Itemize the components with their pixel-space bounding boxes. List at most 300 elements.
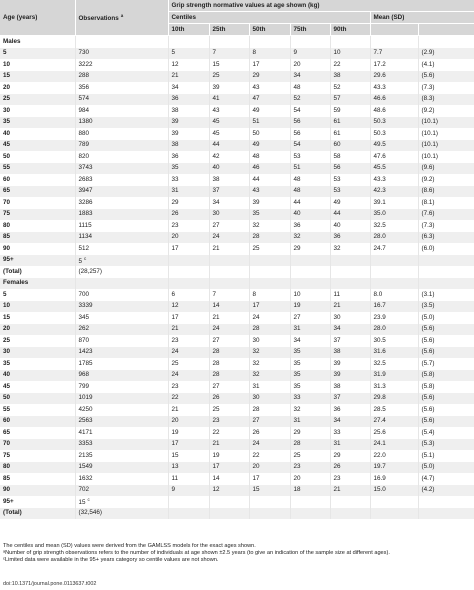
cell-p10-text: 34 [171,83,179,91]
cell-sd-text: (10.1) [421,118,438,126]
cell-p50 [249,94,290,106]
cell-obs [75,347,168,359]
cell-p25-text: 15 [212,60,220,68]
header-age: Age (years) [0,0,75,36]
cell-age [0,416,75,428]
cell-p25-text: 12 [212,486,220,494]
cell-p25-text: 44 [212,141,220,149]
cell-obs-text: 356 [78,83,90,91]
cell-p25 [209,82,249,94]
cell-mean [370,220,418,232]
cell-p10-text: 36 [171,152,179,160]
footnote-mark: c [87,497,90,503]
cell-p75 [290,48,330,60]
cell-p25-text: 40 [212,164,220,172]
cell-p10 [168,335,209,347]
cell-p75-text: 40 [293,210,301,218]
header-mean-blank-a [370,24,418,36]
cell-p25-text: 45 [212,129,220,137]
cell-p75-text: 20 [293,60,301,68]
empty-cell [290,278,330,290]
table-row [0,347,474,359]
cell-p75 [290,128,330,140]
cell-p75-text: 31 [293,417,301,425]
cell-mean [370,209,418,221]
cell-p90-text: 37 [333,336,341,344]
cell-p50 [249,140,290,152]
cell-obs [75,266,168,278]
cell-age-text: 65 [3,187,11,195]
cell-p10-text: 21 [171,405,179,413]
cell-obs [75,358,168,370]
cell-p75 [290,393,330,405]
empty-cell [249,278,290,290]
cell-mean [370,324,418,336]
cell-age-text: 45 [3,141,11,149]
cell-p75 [290,335,330,347]
cell-mean-text: 32.5 [373,221,386,229]
cell-p25-text: 45 [212,118,220,126]
table-row [0,243,474,255]
cell-obs [75,117,168,129]
cell-sd-text: (5.6) [421,394,435,402]
cell-p75 [290,197,330,209]
cell-age [0,404,75,416]
cell-sd [418,220,474,232]
cell-p50-text: 22 [252,451,260,459]
cell-p25-text: 28 [212,348,220,356]
table-row [0,59,474,71]
cell-p75 [290,416,330,428]
cell-p10 [168,71,209,83]
cell-sd [418,82,474,94]
cell-obs-text: 574 [78,95,90,103]
cell-mean-text: 30.5 [373,336,386,344]
cell-p90-text: 36 [333,405,341,413]
footnotes [3,543,473,565]
cell-age [0,508,75,520]
cell-p90 [330,266,370,278]
cell-mean [370,128,418,140]
cell-mean-text: 43.3 [373,83,386,91]
cell-p75-text: 19 [293,302,301,310]
cell-sd [418,266,474,278]
cell-sd-text: (6.3) [421,233,435,241]
cell-obs [75,186,168,198]
table-row [0,140,474,152]
cell-p25-text: 30 [212,210,220,218]
cell-p50 [249,82,290,94]
cell-p25 [209,347,249,359]
cell-p90 [330,485,370,497]
cell-age-text: 50 [3,152,11,160]
footnote-line: The centiles and mean (SD) values were derived from the GAMLSS models for the exact ages shown. [3,543,256,549]
empty-cell [418,278,474,290]
empty-cell [168,278,209,290]
cell-p25 [209,94,249,106]
cell-p25-text: 22 [212,428,220,436]
cell-p10-text: 29 [171,198,179,206]
cell-p25 [209,266,249,278]
cell-mean [370,255,418,267]
cell-p10 [168,174,209,186]
cell-p50-text: 30 [252,336,260,344]
header-group: Grip strength normative values at age shown (kg) [168,0,474,12]
cell-p10-text: 33 [171,175,179,183]
cell-obs-text: 789 [78,141,90,149]
table-row [0,358,474,370]
cell-sd [418,450,474,462]
cell-age-text: 10 [3,60,11,68]
cell-obs [75,105,168,117]
cell-obs-text: 1785 [78,359,93,367]
cell-p50 [249,255,290,267]
cell-p50-text: 43 [252,83,260,91]
cell-p10 [168,416,209,428]
cell-p75 [290,473,330,485]
cell-p25 [209,255,249,267]
cell-sd [418,255,474,267]
cell-obs [75,312,168,324]
cell-p90-text: 22 [333,60,341,68]
cell-obs-text: 820 [78,152,90,160]
cell-p75-text: 25 [293,451,301,459]
cell-p10 [168,370,209,382]
cell-p10 [168,243,209,255]
table-row [0,266,474,278]
cell-p50 [249,508,290,520]
cell-sd-text: (10.1) [421,129,438,137]
cell-mean [370,289,418,301]
table-row [0,94,474,106]
cell-sd-text: (7.6) [421,210,435,218]
cell-p10 [168,347,209,359]
cell-sd [418,485,474,497]
cell-p10 [168,439,209,451]
cell-age [0,117,75,129]
cell-p25-text: 25 [212,405,220,413]
cell-p90-text: 57 [333,95,341,103]
cell-mean-text: 17.2 [373,60,386,68]
cell-sd [418,209,474,221]
section-row [0,36,474,48]
cell-p75-text: 35 [293,359,301,367]
cell-obs [75,94,168,106]
cell-p50 [249,439,290,451]
cell-p10 [168,427,209,439]
cell-p10-text: 6 [171,290,176,298]
cell-p75-text: 32 [293,405,301,413]
header-p50: 50th [249,24,290,36]
cell-p90 [330,335,370,347]
cell-mean [370,105,418,117]
cell-p50-text: 26 [252,428,260,436]
cell-sd-text: (5.8) [421,371,435,379]
cell-mean-text: 24.7 [373,244,386,252]
cell-mean-text: 29.8 [373,394,386,402]
cell-p90 [330,462,370,474]
cell-age-text: 90 [3,244,11,252]
cell-obs-text: 984 [78,106,90,114]
cell-sd [418,347,474,359]
cell-mean-text: 15.0 [373,486,386,494]
cell-sd-text: (5.7) [421,359,435,367]
table-row [0,220,474,232]
cell-age-text: 15 [3,72,11,80]
empty-cell [209,36,249,48]
cell-mean [370,335,418,347]
cell-obs-text: 1423 [78,348,93,356]
cell-p10-text: 13 [171,463,179,471]
cell-p90 [330,508,370,520]
cell-p10-text: 39 [171,129,179,137]
cell-p90-text: 53 [333,187,341,195]
cell-p50 [249,59,290,71]
cell-p90-text: 61 [333,118,341,126]
cell-p50 [249,209,290,221]
cell-p90-text: 53 [333,175,341,183]
cell-p50-text: 15 [252,486,260,494]
cell-p75-text: 34 [293,72,301,80]
cell-sd-text: (5.1) [421,451,435,459]
cell-p90 [330,59,370,71]
cell-p90-text: 38 [333,72,341,80]
cell-obs-text: 512 [78,244,90,252]
cell-age [0,266,75,278]
cell-p25 [209,232,249,244]
cell-age-text: 40 [3,371,11,379]
cell-obs [75,335,168,347]
cell-p25 [209,243,249,255]
cell-age [0,243,75,255]
cell-p25-text: 19 [212,451,220,459]
cell-p75 [290,324,330,336]
cell-p50-text: 17 [252,474,260,482]
cell-p25 [209,370,249,382]
table-row [0,439,474,451]
cell-sd [418,427,474,439]
cell-mean [370,347,418,359]
cell-p90-text: 34 [333,417,341,425]
cell-age-text: 5 [3,290,7,298]
cell-p75 [290,255,330,267]
cell-p25-text: 28 [212,359,220,367]
cell-sd-text: (3.5) [421,302,435,310]
cell-p50 [249,473,290,485]
cell-obs [75,473,168,485]
cell-mean [370,151,418,163]
table-row [0,473,474,485]
cell-p10 [168,381,209,393]
cell-p50 [249,197,290,209]
cell-p10-text: 19 [171,428,179,436]
cell-p50 [249,335,290,347]
cell-p90 [330,128,370,140]
cell-p25 [209,439,249,451]
cell-mean [370,312,418,324]
cell-p50-text: 27 [252,417,260,425]
cell-obs-text: 3353 [78,440,93,448]
cell-age [0,370,75,382]
cell-obs [75,496,168,508]
cell-sd-text: (4.2) [421,486,435,494]
cell-p10 [168,473,209,485]
cell-mean-text: 47.6 [373,152,386,160]
cell-obs-text: 3339 [78,302,93,310]
cell-p25 [209,151,249,163]
cell-p25-text: 27 [212,221,220,229]
table-row [0,393,474,405]
cell-p75 [290,312,330,324]
cell-p25 [209,71,249,83]
cell-p25 [209,48,249,60]
cell-obs-text: 968 [78,371,90,379]
cell-p25-text: 34 [212,198,220,206]
cell-p90 [330,243,370,255]
cell-p50-text: 50 [252,129,260,137]
cell-sd-text: (5.0) [421,463,435,471]
cell-p10 [168,105,209,117]
cell-sd-text: (5.4) [421,428,435,436]
cell-sd [418,48,474,60]
empty-cell [249,36,290,48]
cell-p10 [168,358,209,370]
cell-p75-text: 29 [293,244,301,252]
cell-age-text: 30 [3,348,11,356]
cell-p90-text: 32 [333,244,341,252]
cell-p90 [330,324,370,336]
cell-p50 [249,220,290,232]
cell-sd-text: (5.6) [421,405,435,413]
cell-p10-text: 17 [171,440,179,448]
cell-p10-text: 15 [171,451,179,459]
cell-mean-text: 50.3 [373,118,386,126]
cell-obs [75,163,168,175]
doi-text: doi:10.1371/journal.pone.0113637.t002 [3,581,97,587]
cell-age-text: 10 [3,302,11,310]
cell-p50-text: 28 [252,325,260,333]
cell-obs-text: 15 [78,499,86,507]
cell-mean [370,439,418,451]
cell-p75-text: 9 [293,49,298,57]
cell-p25-text: 26 [212,394,220,402]
cell-p50 [249,266,290,278]
cell-p10 [168,82,209,94]
cell-p25 [209,462,249,474]
cell-p25-text: 14 [212,302,220,310]
empty-cell [370,278,418,290]
cell-p25-text: 42 [212,152,220,160]
cell-p75-text: 18 [293,486,301,494]
cell-p90 [330,151,370,163]
cell-p75-text: 32 [293,233,301,241]
cell-mean-text: 49.5 [373,141,386,149]
cell-obs [75,71,168,83]
cell-p90 [330,140,370,152]
cell-age [0,335,75,347]
table-row [0,312,474,324]
cell-p75 [290,186,330,198]
cell-age-text: 95+ [3,256,14,264]
cell-age [0,312,75,324]
cell-p10 [168,232,209,244]
cell-mean-text: 31.3 [373,382,386,390]
cell-p50 [249,243,290,255]
cell-obs-text: 730 [78,49,90,57]
cell-p90-text: 34 [333,325,341,333]
empty-cell [75,36,168,48]
cell-p90-text: 21 [333,486,341,494]
cell-sd [418,186,474,198]
cell-obs-text: 702 [78,486,90,494]
cell-p50 [249,186,290,198]
table-row [0,289,474,301]
header-p10: 10th [168,24,209,36]
cell-p50 [249,485,290,497]
cell-p90-text: 52 [333,83,341,91]
cell-obs-text: 2683 [78,175,93,183]
cell-sd [418,232,474,244]
cell-p10-text: 21 [171,72,179,80]
cell-p25 [209,508,249,520]
cell-age-text: 70 [3,440,11,448]
cell-mean-text: 27.4 [373,417,386,425]
cell-age-text: 5 [3,49,7,57]
cell-p10 [168,163,209,175]
cell-sd [418,117,474,129]
cell-p75 [290,404,330,416]
cell-p50-text: 8 [252,290,257,298]
table-row [0,151,474,163]
table-body [0,36,474,520]
cell-age-text: 75 [3,451,11,459]
cell-p90-text: 39 [333,371,341,379]
cell-p75 [290,485,330,497]
cell-p10 [168,220,209,232]
cell-p50-text: 30 [252,394,260,402]
cell-p50-text: 49 [252,106,260,114]
cell-sd-text: (5.0) [421,313,435,321]
cell-p50 [249,324,290,336]
cell-mean-text: 42.3 [373,187,386,195]
cell-p50 [249,163,290,175]
cell-p50-text: 29 [252,72,260,80]
cell-p25 [209,324,249,336]
cell-obs [75,416,168,428]
cell-sd-text: (5.6) [421,72,435,80]
table-row [0,508,474,520]
cell-sd-text: (8.1) [421,198,435,206]
cell-age-text: 20 [3,325,11,333]
cell-p90-text: 11 [333,290,341,298]
cell-p75 [290,163,330,175]
cell-age-text: 90 [3,486,11,494]
cell-p50 [249,301,290,313]
cell-obs [75,255,168,267]
cell-p10-text: 24 [171,348,179,356]
cell-p50-text: 46 [252,164,260,172]
cell-p75 [290,508,330,520]
table-row [0,485,474,497]
cell-age [0,48,75,60]
cell-p25 [209,301,249,313]
cell-mean [370,59,418,71]
cell-obs [75,393,168,405]
cell-age-text: 30 [3,106,11,114]
cell-age [0,140,75,152]
cell-p75 [290,289,330,301]
cell-mean-text: 35.0 [373,210,386,218]
